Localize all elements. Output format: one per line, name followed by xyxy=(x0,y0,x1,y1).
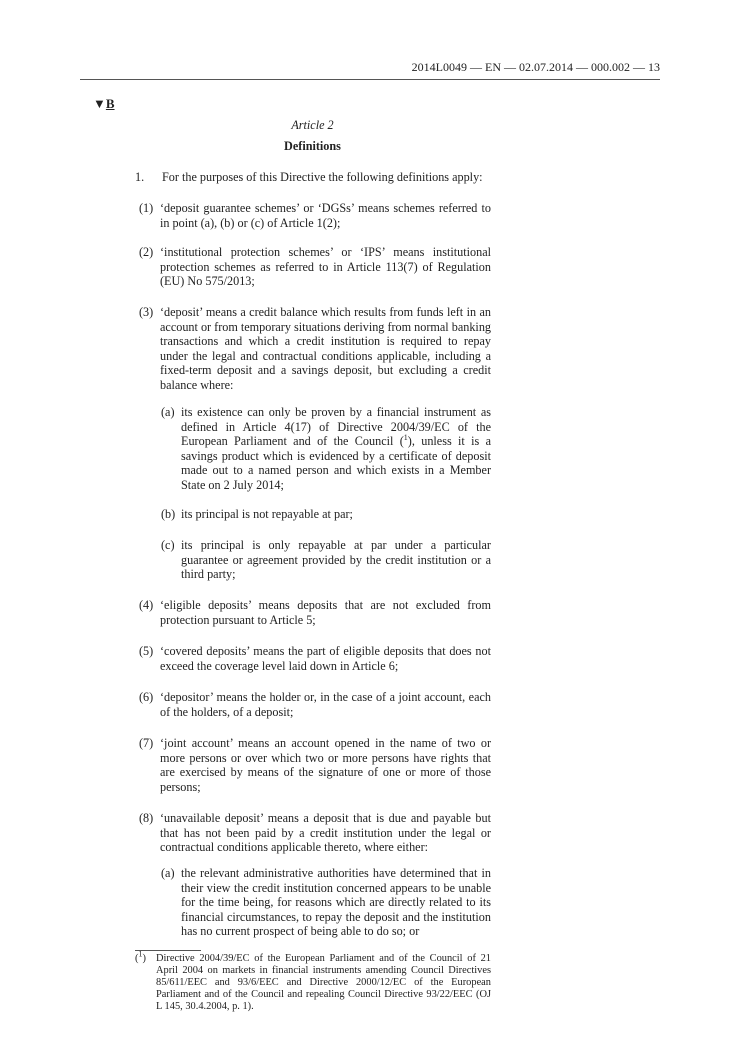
sub-item-text: its principal is not repayable at par; xyxy=(181,507,353,521)
item-text: ‘depositor’ means the holder or, in the case of a joint account, each of the holders, of a deposit; xyxy=(160,690,491,719)
item-text: ‘deposit’ means a credit balance which results from funds left in an account or from temporary situations deriving from normal banking transactions and which a credit institution is required to repay under the legal and contractual conditions applicable, including a fixed-term deposit and a savings deposit, but excluding a credit balance where: xyxy=(160,305,492,392)
marker-label: B xyxy=(105,96,115,111)
paragraph-number: 1. xyxy=(135,170,145,184)
sub-item xyxy=(161,538,491,582)
item-text: ‘unavailable deposit’ means a deposit that is due and payable but that has not been paid by a credit institution under the legal or contractual conditions applicable thereto, where either: xyxy=(160,811,491,855)
item-text: ‘eligible deposits’ means deposits that are not excluded from protection pursuant to Article 5; xyxy=(160,598,491,627)
sub-item-letter: (b) xyxy=(161,507,176,521)
definition-item xyxy=(139,201,491,230)
intro-paragraph xyxy=(135,170,495,185)
item-number: (6) xyxy=(139,690,154,704)
definition-item xyxy=(139,245,491,289)
document-header xyxy=(80,60,660,80)
item-number: (4) xyxy=(139,598,154,612)
sub-item-letter: (c) xyxy=(161,538,175,552)
item-text: ‘joint account’ means an account opened in the name of two or more persons or over which two or more persons have rights that are exercised by means of the signature of one or more of those persons; xyxy=(160,736,491,794)
footnote-number: ($^1$) xyxy=(135,949,146,964)
sub-item-letter: (a) xyxy=(161,866,175,880)
item-text: ‘covered deposits’ means the part of eligible deposits that does not exceed the coverage level laid down in Article 6; xyxy=(160,644,491,673)
item-number: (7) xyxy=(139,736,154,750)
definition-item xyxy=(139,305,491,393)
item-number: (3) xyxy=(139,305,154,319)
footnote xyxy=(135,949,491,1013)
triangle-down-icon: ▼ xyxy=(93,96,106,111)
definition-item xyxy=(139,736,491,794)
section-heading: Definitions xyxy=(284,139,341,153)
definition-item xyxy=(139,811,491,855)
article-title: Article 2 xyxy=(291,118,334,132)
definition-item xyxy=(139,690,491,719)
paragraph-text: For the purposes of this Directive the following definitions apply: xyxy=(162,170,483,184)
sub-item-text: the relevant administrative authorities have determined that in their view the credit institution concerned appears to be unable for the time being, for reasons which are directly related to its financial circumstances, to repay the deposit and the institution has no current prospect of being able to do so; or xyxy=(181,866,491,939)
item-text: ‘institutional protection schemes’ or ‘IPS’ means institutional protection schemes as referred to in Article 113(7) of Regulation (EU) No 575/2013; xyxy=(160,245,491,289)
footnote-reference[interactable]: 1 xyxy=(403,433,408,443)
sub-item-text-part: , unless it is a savings product which is evidenced by a certificate of deposit made out to a named person and which exists in a Member State on 2 July 2014; xyxy=(181,434,491,492)
item-number: (8) xyxy=(139,811,154,825)
consolidation-marker xyxy=(93,96,115,112)
sub-item xyxy=(161,405,491,493)
item-text: ‘deposit guarantee schemes’ or ‘DGSs’ means schemes referred to in point (a), (b) or (c) of Article 1(2); xyxy=(160,201,491,230)
sub-item-text: its principal is only repayable at par under a particular guarantee or agreement provided by the credit institution or a third party; xyxy=(181,538,491,582)
document-reference: 2014L0049 — EN — 02.07.2014 — 000.002 — 13 xyxy=(411,60,660,74)
footnote-number-value: 1 xyxy=(138,949,143,959)
sub-item xyxy=(161,507,491,522)
definition-item xyxy=(139,644,491,673)
sub-item-text: its existence can only be proven by a financial instrument as defined in Article 4(17) of Directive 2004/39/EC of the European Parliament and of the Council ($^1$), unless it is a savings product which is evidenced by a certificate of deposit made out to a named person and which exists in a Member State on 2 July 2014; xyxy=(181,405,491,492)
sub-item-text-part: its existence can only be proven by a financial instrument as defined in Article 4(17) of Directive 2004/39/EC of the European Parliament and of the Council xyxy=(181,405,491,449)
sub-item-letter: (a) xyxy=(161,405,175,419)
item-number: (1) xyxy=(139,201,154,215)
item-number: (2) xyxy=(139,245,154,259)
footnote-divider xyxy=(135,950,201,951)
sub-item xyxy=(161,866,491,939)
item-number: (5) xyxy=(139,644,154,658)
definition-item xyxy=(139,598,491,627)
footnote-text: Directive 2004/39/EC of the European Parliament and of the Council of 21 April 2004 on markets in financial instruments amending Council Directives 85/611/EEC and 93/6/EEC and Directive 2000/12/EC of the European Parliament and of the Council and repealing Council Directive 93/22/EEC (OJ L 145, 30.4.2004, p. 1). xyxy=(156,953,491,1012)
